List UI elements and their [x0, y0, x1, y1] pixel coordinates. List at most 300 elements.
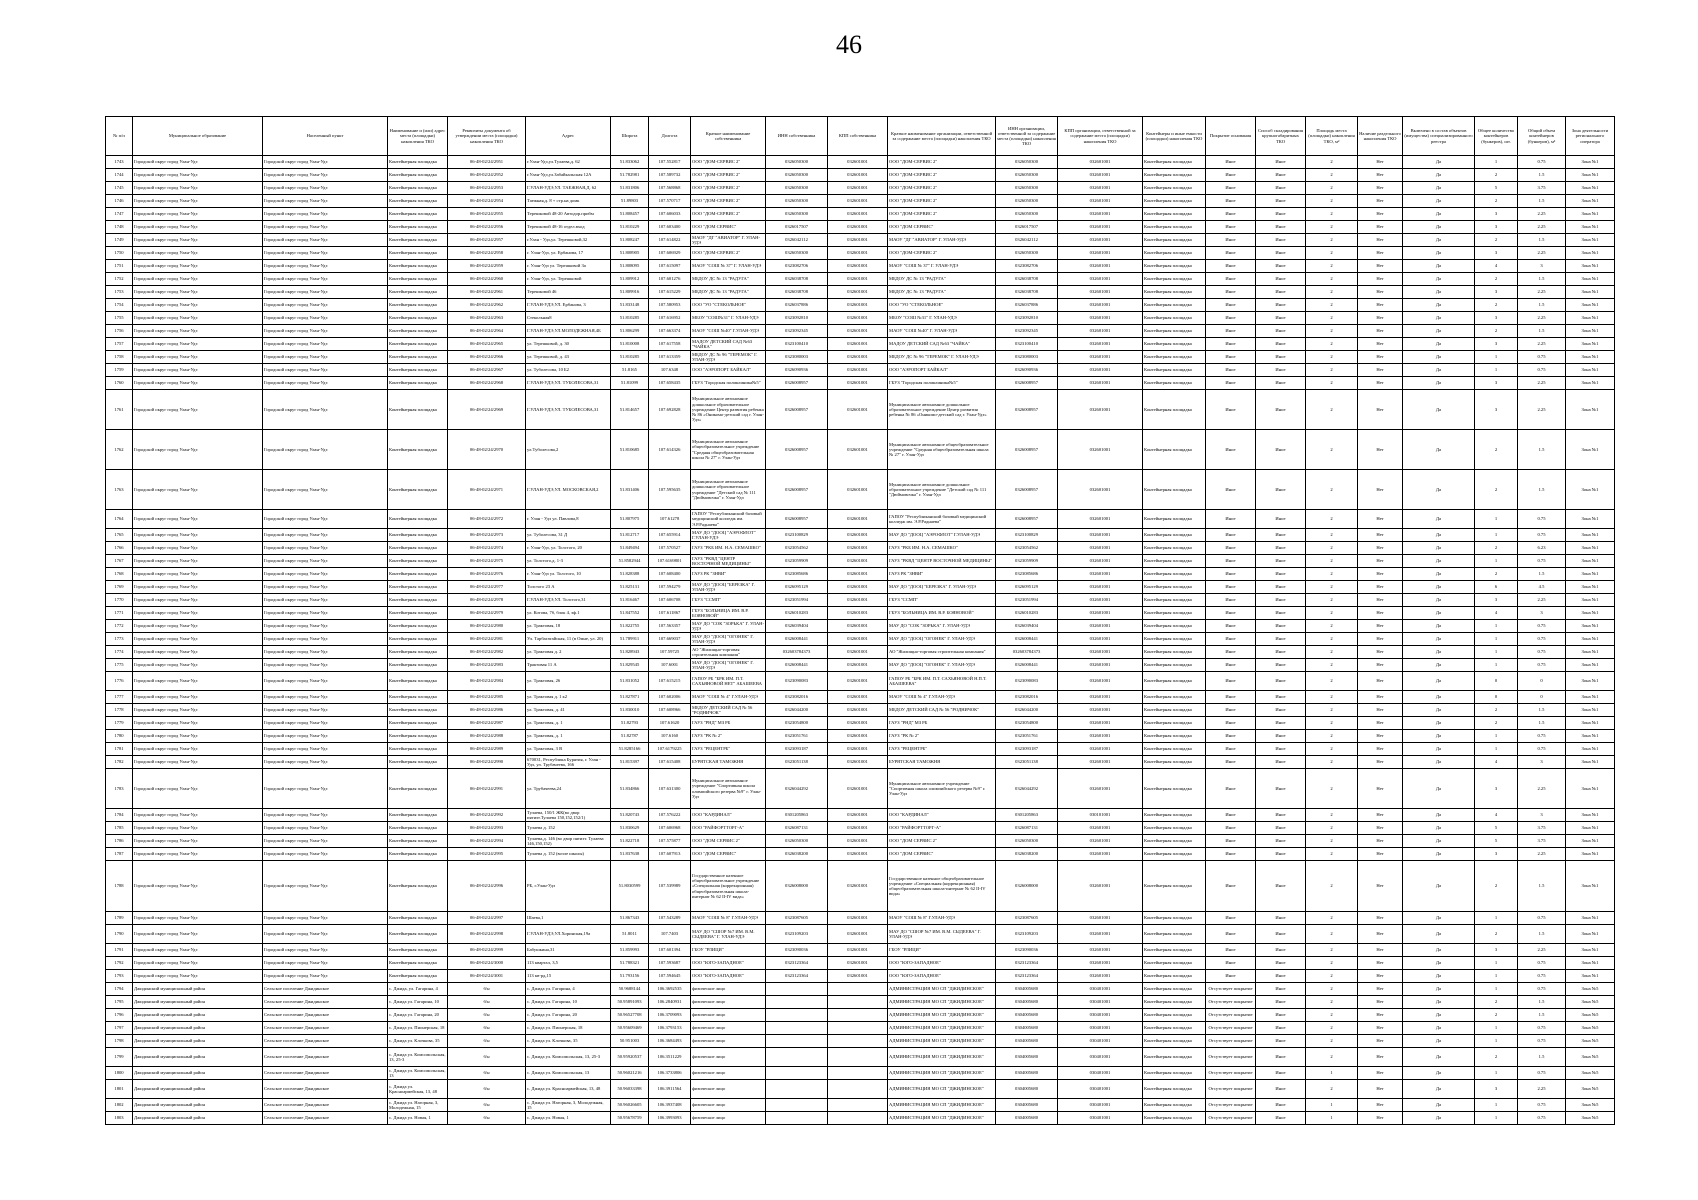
table-cell: 06-48-02/24/2984: [448, 672, 526, 691]
table-cell: Городской округ город Улан-Удэ: [263, 221, 388, 234]
table-cell: 1: [1306, 1099, 1358, 1112]
table-cell: Городской округ город Улан-Удэ: [133, 607, 263, 620]
table-cell: Зона №1: [1566, 325, 1615, 338]
table-cell: Контейнерная площадка: [1143, 377, 1206, 390]
table-cell: Иное: [1256, 1080, 1306, 1099]
table-cell: Контейнерная площадка: [388, 594, 448, 607]
table-cell: Контейнерная площадка: [1143, 169, 1206, 182]
table-cell: 0326090936: [766, 364, 828, 377]
table-row: [106, 247, 1615, 260]
table-cell: ГАУЗ РК "ЗНВИ": [888, 568, 996, 581]
table-cell: 2: [1475, 430, 1518, 470]
table-row: [106, 1022, 1615, 1035]
table-cell: Зона №1: [1566, 848, 1615, 861]
column-header: Способ складирования крупногабаритных ТКО: [1256, 117, 1306, 156]
table-cell: Нет: [1358, 338, 1403, 351]
table-cell: 51.8011: [611, 925, 649, 944]
table-cell: ООО "ДОМ СЕРВИС": [691, 848, 766, 861]
table-row: [106, 377, 1615, 390]
table-cell: 1764: [106, 510, 133, 529]
table-cell: 51.828943: [611, 646, 649, 659]
table-cell: Контейнерная площадка: [1143, 470, 1206, 510]
table-cell: ООО "АЭРОПОРТ БАЙКАЛ": [691, 364, 766, 377]
column-header: КПП организации, ответственной за содержание места (площадки) накопления ТКО: [1058, 117, 1143, 156]
table-cell: с. Джида ул. Новая, 1: [388, 1112, 448, 1125]
table-cell: Иное: [1206, 470, 1256, 510]
table-cell: ГБУЗ "БОЛЬНИЦА ИМ. В.Р. БОЯНОВОЙ": [888, 607, 996, 620]
table-cell: Иное: [1206, 672, 1256, 691]
table-cell: Иное: [1256, 260, 1306, 273]
table-cell: 06-48-02/24/2998: [448, 925, 526, 944]
table-cell: 1750: [106, 247, 133, 260]
table-cell: 0326008957: [996, 377, 1058, 390]
table-cell: 107.570527: [649, 542, 691, 555]
table-cell: 032601001: [828, 704, 888, 717]
table-cell: ГАУЗ "РКБ ИМ. Н.А. СЕМАШКО": [888, 542, 996, 555]
table-cell: Отсутствует покрытие: [1206, 1099, 1256, 1112]
table-cell: 030401001: [1058, 1112, 1143, 1125]
table-cell: АДМИНИСТРАЦИЯ МО СП "ДЖИДИНСКОЕ": [888, 1048, 996, 1067]
table-cell: Контейнерная площадка: [388, 957, 448, 970]
table-cell: 1: [1475, 970, 1518, 983]
table-cell: 51.837638: [611, 848, 649, 861]
table-cell: Городской округ город Улан-Удэ: [263, 835, 388, 848]
table-cell: [828, 1112, 888, 1125]
table-cell: 2: [1306, 607, 1358, 620]
table-cell: Городской округ город Улан-Удэ: [263, 861, 388, 912]
table-cell: Нет: [1358, 156, 1403, 169]
table-cell: 06-48-02/24/2983: [448, 659, 526, 672]
registry-table-wrapper: [105, 116, 1609, 1125]
table-cell: Иное: [1256, 704, 1306, 717]
table-cell: Да: [1403, 273, 1475, 286]
table-cell: [766, 1022, 828, 1035]
column-header: КПП собственника: [828, 117, 888, 156]
table-cell: Иное: [1206, 822, 1256, 835]
table-cell: 1803: [106, 1112, 133, 1125]
table-cell: Иное: [1256, 835, 1306, 848]
table-cell: 032601001: [828, 659, 888, 672]
table-cell: ООО "ДОМ-СЕРВИС 2": [888, 195, 996, 208]
table-cell: Иное: [1256, 1067, 1306, 1080]
table-cell: 06-48-02/24/2992: [448, 809, 526, 822]
table-cell: 0323100829: [766, 529, 828, 542]
table-cell: Иное: [1256, 659, 1306, 672]
table-cell: 2: [1306, 659, 1358, 672]
table-cell: Городской округ город Улан-Удэ: [263, 351, 388, 364]
table-cell: Шаева,1: [526, 912, 611, 925]
table-cell: Городской округ город Улан-Удэ: [263, 470, 388, 510]
table-cell: Да: [1403, 925, 1475, 944]
table-cell: 0326008957: [996, 470, 1058, 510]
table-cell: Контейнерная площадка: [388, 510, 448, 529]
table-cell: 2: [1306, 182, 1358, 195]
table-cell: Городской округ город Улан-Удэ: [133, 743, 263, 756]
table-cell: Отсутствует покрытие: [1206, 1067, 1256, 1080]
table-cell: 2: [1306, 234, 1358, 247]
table-cell: Зона №1: [1566, 581, 1615, 594]
table-cell: 50.96026605: [611, 1099, 649, 1112]
table-cell: 107.59725: [649, 646, 691, 659]
table-cell: 2: [1306, 594, 1358, 607]
table-cell: 1745: [106, 182, 133, 195]
table-cell: Контейнерная площадка: [1143, 286, 1206, 299]
table-cell: 2: [1306, 195, 1358, 208]
table-cell: Да: [1403, 555, 1475, 568]
table-cell: 1763: [106, 470, 133, 510]
table-cell: ООО "ДОМ-СЕРВИС 2": [691, 195, 766, 208]
table-row: [106, 338, 1615, 351]
table-cell: Зона №1: [1566, 756, 1615, 769]
table-cell: Нет: [1358, 809, 1403, 822]
table-cell: Контейнерная площадка: [388, 529, 448, 542]
table-cell: Иное: [1256, 1035, 1306, 1048]
table-cell: Нет: [1358, 730, 1403, 743]
table-cell: Нет: [1358, 944, 1403, 957]
table-cell: 51.815397: [611, 756, 649, 769]
column-header: Краткое наименование собственника: [691, 117, 766, 156]
table-cell: 2: [1306, 769, 1358, 809]
table-row: [106, 273, 1615, 286]
table-cell: Отсутствует покрытие: [1206, 996, 1256, 1009]
table-cell: [766, 983, 828, 996]
table-cell: 030401001: [1058, 1022, 1143, 1035]
table-cell: 032601001: [828, 717, 888, 730]
table-cell: Контейнерная площадка: [1143, 273, 1206, 286]
table-cell: 2.25: [1518, 208, 1566, 221]
table-cell: 1790: [106, 925, 133, 944]
table-cell: 3: [1518, 607, 1566, 620]
table-cell: Муниципальное автономное учреждение "Спортивная школа олимпийского резерва №9" г. Улан-Удэ: [888, 769, 996, 809]
table-cell: 032601001: [828, 390, 888, 430]
table-cell: Г.УЛАН-УДЭ,УЛ. Толстого,31: [526, 594, 611, 607]
table-cell: Зона №5: [1566, 1080, 1615, 1099]
table-cell: 107.607913: [649, 848, 691, 861]
column-header: Широта: [611, 117, 649, 156]
table-cell: ООО "УО "СТЕКОЛЬНОЕ": [888, 299, 996, 312]
table-cell: Контейнерная площадка: [1143, 835, 1206, 848]
table-cell: 107.593687: [649, 957, 691, 970]
table-cell: г. Улан-Удэ, ул. Толстого, 20: [526, 542, 611, 555]
table-cell: Контейнерная площадка: [1143, 704, 1206, 717]
table-cell: 51.810008: [611, 338, 649, 351]
table-cell: ул. Трактовая, 18: [526, 620, 611, 633]
table-cell: Контейнерная площадка: [1143, 568, 1206, 581]
table-cell: 1756: [106, 325, 133, 338]
table-cell: 0326008957: [766, 377, 828, 390]
table-cell: 5: [1475, 822, 1518, 835]
table-cell: 0323100410: [766, 338, 828, 351]
table-cell: 032601001: [1058, 169, 1143, 182]
table-cell: Городской округ город Улан-Удэ: [133, 861, 263, 912]
table-row: [106, 510, 1615, 529]
table-cell: Контейнерная площадка: [388, 743, 448, 756]
table-cell: Контейнерная площадка: [388, 325, 448, 338]
table-cell: 1792: [106, 957, 133, 970]
table-cell: Да: [1403, 325, 1475, 338]
table-row: [106, 983, 1615, 996]
table-cell: 032601001: [1058, 195, 1143, 208]
table-cell: Иное: [1256, 470, 1306, 510]
table-cell: Сельское поселение Джидинское: [263, 1035, 388, 1048]
table-cell: 0326037886: [766, 299, 828, 312]
table-cell: 51.793156: [611, 970, 649, 983]
table-cell: 2: [1306, 390, 1358, 430]
table-cell: Зона №1: [1566, 970, 1615, 983]
table-cell: 1760: [106, 377, 133, 390]
table-cell: 1767: [106, 555, 133, 568]
table-cell: Контейнерная площадка: [1143, 1048, 1206, 1067]
table-cell: с. Джида ул. Гагарина, 10: [526, 996, 611, 1009]
table-cell: ул. Терешковой, д. 43: [526, 351, 611, 364]
table-cell: 51.8285166: [611, 743, 649, 756]
table-cell: 0326044200: [766, 704, 828, 717]
table-cell: 032601001: [828, 529, 888, 542]
table-row: [106, 260, 1615, 273]
table-cell: 2: [1306, 221, 1358, 234]
table-cell: Городской округ город Улан-Удэ: [133, 195, 263, 208]
table-cell: 107.539989: [649, 861, 691, 912]
table-cell: 51.831806: [611, 182, 649, 195]
table-cell: 06-48-02/24/2964: [448, 325, 526, 338]
table-cell: 107.601394: [649, 944, 691, 957]
column-header: Муниципальное образование: [133, 117, 263, 156]
page-number: 46: [836, 30, 862, 59]
table-cell: 51.810229: [611, 221, 649, 234]
table-cell: Иное: [1256, 691, 1306, 704]
table-cell: Городской округ город Улан-Удэ: [263, 769, 388, 809]
table-cell: 50.96021216: [611, 1067, 649, 1080]
table-cell: Иное: [1256, 390, 1306, 430]
table-cell: 1: [1475, 364, 1518, 377]
table-cell: 032603784373: [766, 646, 828, 659]
table-cell: Сельское поселение Джидинское: [263, 1080, 388, 1099]
table-cell: Муниципальное автономное дошкольное образовательное учреждение "Детский сад № 111 "Дюймовочка" г. Улан-Удэ: [691, 470, 766, 510]
table-row: [106, 390, 1615, 430]
table-cell: Зона №1: [1566, 704, 1615, 717]
table-cell: Да: [1403, 717, 1475, 730]
table-cell: 06-48-02/24/3001: [448, 970, 526, 983]
table-cell: Городской округ город Улан-Удэ: [133, 325, 263, 338]
table-cell: 1800: [106, 1067, 133, 1080]
table-cell: 032601001: [1058, 470, 1143, 510]
table-cell: Контейнерная площадка: [388, 182, 448, 195]
table-cell: Контейнерная площадка: [388, 822, 448, 835]
table-cell: Нет: [1358, 659, 1403, 672]
table-row: [106, 568, 1615, 581]
table-cell: Иное: [1206, 299, 1256, 312]
table-cell: Контейнерная площадка: [388, 312, 448, 325]
table-cell: Нет: [1358, 983, 1403, 996]
table-cell: 06-48-02/24/2966: [448, 351, 526, 364]
table-cell: Иное: [1206, 594, 1256, 607]
table-cell: 032601001: [1058, 312, 1143, 325]
table-cell: 1746: [106, 195, 133, 208]
table-cell: Трактовая 11 А: [526, 659, 611, 672]
table-cell: Городской округ город Улан-Удэ: [133, 510, 263, 529]
table-cell: Иное: [1256, 208, 1306, 221]
table-cell: 2: [1306, 822, 1358, 835]
table-cell: 2: [1306, 364, 1358, 377]
table-cell: 107.595635: [649, 470, 691, 510]
table-cell: Да: [1403, 594, 1475, 607]
table-cell: Сельское поселение Джидинское: [263, 996, 388, 1009]
table-cell: 0326038708: [766, 286, 828, 299]
table-cell: Нет: [1358, 1067, 1403, 1080]
table-cell: г.Улан - Удэ,ул. Терешковой,32: [526, 234, 611, 247]
table-cell: 3: [1475, 944, 1518, 957]
table-cell: Да: [1403, 390, 1475, 430]
table-cell: 107.563357: [649, 620, 691, 633]
table-cell: Иное: [1206, 743, 1256, 756]
table-cell: 51.809916: [611, 286, 649, 299]
table-cell: Контейнерная площадка: [388, 970, 448, 983]
table-cell: 1786: [106, 835, 133, 848]
table-row: [106, 607, 1615, 620]
table-cell: 2: [1306, 861, 1358, 912]
table-cell: 032601001: [828, 912, 888, 925]
table-cell: 107.606968: [649, 822, 691, 835]
table-cell: Контейнерная площадка: [1143, 1067, 1206, 1080]
table-cell: Иное: [1206, 325, 1256, 338]
table-cell: Джидинский муниципальный район: [133, 1112, 263, 1125]
table-cell: 0304005680: [996, 1022, 1058, 1035]
table-cell: 4: [1475, 809, 1518, 822]
table-cell: Да: [1403, 581, 1475, 594]
table-cell: Иное: [1256, 822, 1306, 835]
table-cell: 4: [1475, 756, 1518, 769]
table-cell: Ул. Тарбагатайская, 11 (в Омне, ул. 20): [526, 633, 611, 646]
table-cell: Контейнерная площадка: [388, 730, 448, 743]
table-cell: 1757: [106, 338, 133, 351]
table-cell: МБДОУ ДС № 13 "РАДУГА": [691, 273, 766, 286]
table-cell: Да: [1403, 912, 1475, 925]
table-cell: 2: [1306, 717, 1358, 730]
table-cell: Иное: [1256, 1009, 1306, 1022]
table-cell: ул. Толстого,д. 1-3: [526, 555, 611, 568]
table-cell: ООО "ДОМ СЕРВИС 2": [888, 835, 996, 848]
table-cell: Иное: [1206, 247, 1256, 260]
table-cell: 0326008957: [766, 470, 828, 510]
table-cell: Нет: [1358, 555, 1403, 568]
table-cell: Контейнерная площадка: [1143, 672, 1206, 691]
table-cell: МБОУ "СОШ №31" Г. УЛАН-УДЭ: [888, 312, 996, 325]
table-cell: ООО "ДОМ-СЕРВИС 2": [888, 208, 996, 221]
table-cell: 0326090936: [996, 364, 1058, 377]
table-cell: 2: [1306, 208, 1358, 221]
table-cell: Зона №1: [1566, 156, 1615, 169]
table-cell: Городской округ город Улан-Удэ: [263, 730, 388, 743]
table-cell: б/н: [448, 1112, 526, 1125]
table-cell: Иное: [1206, 390, 1256, 430]
column-header: Зона деятельности регионального оператора: [1566, 117, 1615, 156]
table-cell: Контейнерная площадка: [388, 156, 448, 169]
table-cell: 1: [1475, 620, 1518, 633]
table-cell: 0323054800: [766, 717, 828, 730]
table-cell: Контейнерная площадка: [1143, 659, 1206, 672]
table-cell: ООО "КАРДИНАЛ": [691, 809, 766, 822]
table-cell: ул.Туболесова,2: [526, 430, 611, 470]
table-cell: 030101001: [1058, 809, 1143, 822]
table-cell: 51.82793: [611, 717, 649, 730]
table-row: [106, 620, 1615, 633]
table-cell: 2: [1475, 169, 1518, 182]
table-cell: 3: [1475, 594, 1518, 607]
table-cell: 032601001: [1058, 756, 1143, 769]
table-cell: Контейнерная площадка: [388, 835, 448, 848]
table-cell: Г.УЛАН-УДЭ,УЛ. ТАЕЖНАЯ,Д. 62: [526, 182, 611, 195]
table-cell: Городской округ город Улан-Удэ: [263, 743, 388, 756]
table-cell: Иное: [1206, 351, 1256, 364]
table-cell: ООО "ЮГО-ЗАПАДНОЕ": [888, 957, 996, 970]
table-cell: Нет: [1358, 691, 1403, 704]
table-cell: 50.951003: [611, 1035, 649, 1048]
table-cell: 51.810285: [611, 312, 649, 325]
table-cell: Стекольная8: [526, 312, 611, 325]
table-cell: 106.3793153: [649, 1022, 691, 1035]
table-cell: 3: [1475, 1080, 1518, 1099]
table-cell: Джидинский муниципальный район: [133, 1080, 263, 1099]
table-cell: Иное: [1256, 1099, 1306, 1112]
table-cell: ГАУЗ "РК № 2": [691, 730, 766, 743]
table-cell: Зона №1: [1566, 286, 1615, 299]
table-cell: 06-48-02/24/2952: [448, 169, 526, 182]
table-cell: 032601001: [828, 286, 888, 299]
table-cell: 106.3993093: [649, 1112, 691, 1125]
table-cell: с. Джида ул. Комсомольская, 13: [389, 1067, 446, 1078]
table-cell: 0326038708: [996, 273, 1058, 286]
table-cell: 0326008441: [996, 633, 1058, 646]
table-cell: 06-48-02/24/2978: [448, 594, 526, 607]
table-cell: Зона №1: [1566, 633, 1615, 646]
table-cell: Зона №1: [1566, 377, 1615, 390]
table-cell: 032601001: [1058, 970, 1143, 983]
table-cell: Иное: [1206, 221, 1256, 234]
table-cell: [828, 1080, 888, 1099]
table-cell: 06-48-02/24/3000: [448, 957, 526, 970]
table-row: [106, 944, 1615, 957]
table-cell: 51.820743: [611, 809, 649, 822]
table-cell: 1: [1475, 529, 1518, 542]
table-cell: Нет: [1358, 182, 1403, 195]
table-cell: 1784: [106, 809, 133, 822]
table-cell: 06-48-02/24/2960: [448, 273, 526, 286]
table-cell: Контейнерная площадка: [1143, 594, 1206, 607]
table-row: [106, 672, 1615, 691]
table-cell: Иное: [1206, 944, 1256, 957]
table-cell: Терешковой 48-20 Автодор.прибм: [526, 208, 611, 221]
table-cell: 032601001: [828, 364, 888, 377]
table-cell: Нет: [1358, 470, 1403, 510]
table-cell: 50.95891093: [611, 996, 649, 1009]
table-cell: Отсутствует покрытие: [1206, 1112, 1256, 1125]
table-cell: ул. Туболесова, 31 Д: [526, 529, 611, 542]
table-cell: 0326008957: [996, 390, 1058, 430]
table-cell: АДМИНИСТРАЦИЯ МО СП "ДЖИДИНСКОЕ": [888, 996, 996, 1009]
table-cell: Городской округ город Улан-Удэ: [133, 970, 263, 983]
table-cell: Городской округ город Улан-Удэ: [133, 338, 263, 351]
table-cell: 032601001: [828, 470, 888, 510]
table-cell: 670031, Республика Бурятия, г. Улан - Удэ, ул. Трубачеева, 166: [526, 756, 611, 769]
column-header: ИНН организации, ответственной за содержание места (площадки) накопления ТКО: [996, 117, 1058, 156]
table-cell: Городской округ город Улан-Удэ: [133, 169, 263, 182]
table-cell: 06-48-02/24/2959: [448, 260, 526, 273]
table-cell: 50.9688144: [611, 983, 649, 996]
table-cell: Городской округ город Улан-Удэ: [133, 633, 263, 646]
table-cell: 1777: [106, 691, 133, 704]
table-cell: Да: [1403, 234, 1475, 247]
table-cell: 0323092810: [996, 312, 1058, 325]
